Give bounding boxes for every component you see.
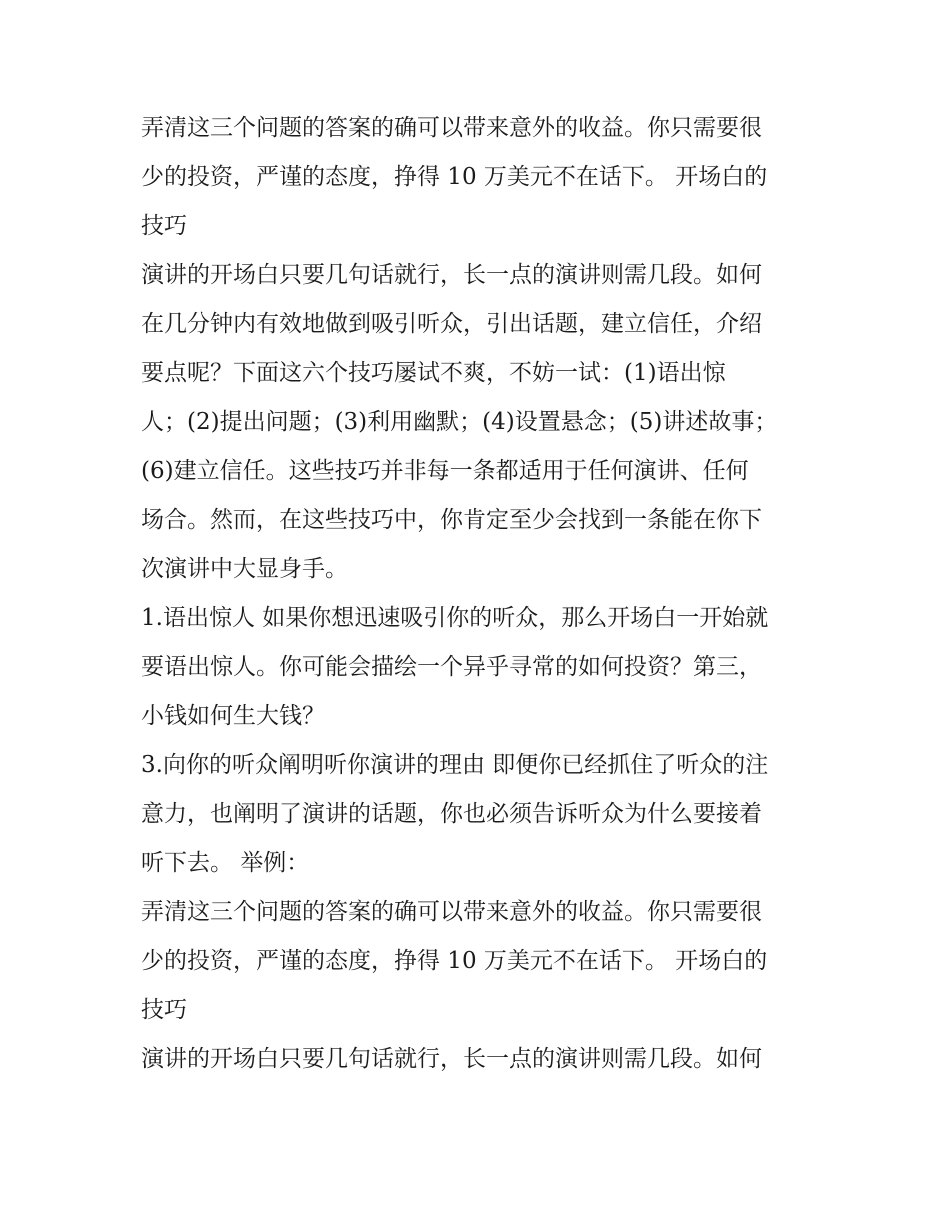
document-page — [141, 104, 813, 1084]
paragraph-opening-techniques-repeat: 演讲的开场白只要几句话就行，长一点的演讲则需几段。如何 — [141, 1046, 762, 1072]
paragraph-reason-to-listen: 3.向你的听众阐明听你演讲的理由 即便你已经抓住了听众的注 意力，也阐明了演讲的话题，你也必须告诉听众为什么要接着 听下去。 举例： — [141, 752, 769, 876]
paragraph-investment-benefit: 弄清这三个问题的答案的确可以带来意外的收益。你只需要很 少的投资，严谨的态度，挣得 10 万美元不在话下。 开场白的 技巧 — [141, 115, 768, 239]
paragraph-startling-statement: 1.语出惊人 如果你想迅速吸引你的听众，那么开场白一开始就 要语出惊人。你可能会描绘一个异乎寻常的如何投资？第三， 小钱如何生大钱？ — [141, 605, 769, 729]
paragraph-opening-techniques: 演讲的开场白只要几句话就行，长一点的演讲则需几段。如何 在几分钟内有效地做到吸引听众，引出话题，建立信任，介绍 要点呢？下面这六个技巧屡试不爽，不妨一试：(1)语出惊 人；(2)提出问题；(3)利用幽默；(4)设置悬念；(5)讲述故事； (6)建立信任。这些技巧并非每一条都适用于任何演讲、任何 场合。然而，在这些技巧中，你肯定至少会找到一条能在你下 次演讲中大显身手。 — [141, 262, 778, 582]
paragraph-investment-benefit-repeat: 弄清这三个问题的答案的确可以带来意外的收益。你只需要很 少的投资，严谨的态度，挣得 10 万美元不在话下。 开场白的 技巧 — [141, 899, 768, 1023]
